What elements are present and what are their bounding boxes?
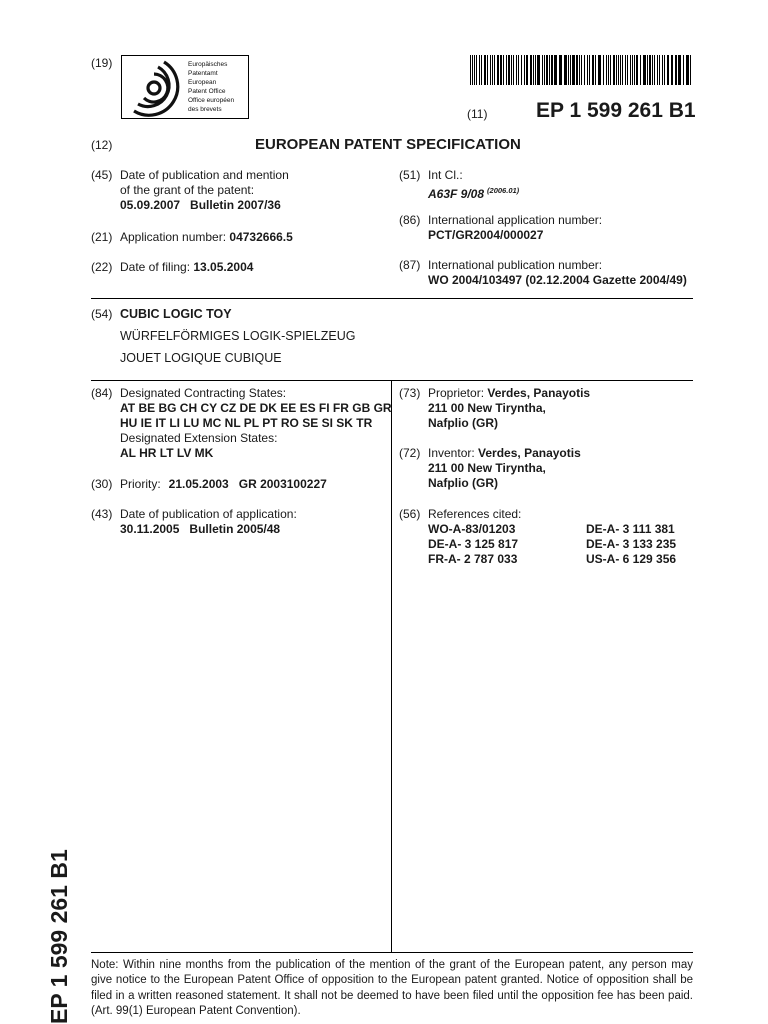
barcode-bar <box>484 55 486 85</box>
barcode-bar <box>630 55 631 85</box>
barcode-bar <box>584 55 585 85</box>
divider <box>91 952 693 953</box>
contracting-states: HU IE IT LI LU MC NL PL PT RO SE SI SK TR <box>120 416 373 430</box>
epo-logo-icon <box>124 56 186 118</box>
inid-84: (84) <box>91 386 113 400</box>
barcode-bar <box>667 55 669 85</box>
inid-73: (73) <box>399 386 421 400</box>
barcode-bar <box>549 55 550 85</box>
column-divider <box>391 380 392 952</box>
barcode-bar <box>551 55 553 85</box>
field-label: International application number: <box>428 213 603 227</box>
reference-item: WO-A-83/01203 <box>428 522 516 536</box>
barcode-bar <box>632 55 633 85</box>
proprietor-name: Verdes, Panayotis <box>487 386 591 400</box>
barcode-bar <box>686 55 689 85</box>
barcode-bar <box>598 55 601 85</box>
intl-publication-number: WO 2004/103497 (02.12.2004 Gazette 2004/49) <box>428 273 687 287</box>
field-label: Int Cl.: <box>428 168 463 182</box>
barcode-bar <box>479 55 480 85</box>
inid-12: (12) <box>91 138 113 152</box>
barcode-bar <box>608 55 609 85</box>
barcode-bar <box>544 55 545 85</box>
barcode-bar <box>664 55 665 85</box>
barcode-bar <box>649 55 651 85</box>
barcode-bar <box>559 55 562 85</box>
barcode-bar <box>634 55 635 85</box>
barcode-bar <box>533 55 534 85</box>
barcode-bar <box>610 55 611 85</box>
reference-item: DE-A- 3 111 381 <box>586 522 675 536</box>
barcode-bar <box>492 55 493 85</box>
barcode-bar <box>513 55 514 85</box>
contracting-states: AT BE BG CH CY CZ DE DK EE ES FI FR GB GR <box>120 401 392 415</box>
reference-item: DE-A- 3 125 817 <box>428 537 519 551</box>
barcode-bar <box>589 55 590 85</box>
reference-item: FR-A- 2 787 033 <box>428 552 518 566</box>
reference-item: DE-A- 3 133 235 <box>586 537 677 551</box>
field-label: Designated Contracting States: <box>120 386 287 400</box>
barcode-bar <box>603 55 604 85</box>
barcode-bar <box>537 55 540 85</box>
inid-30: (30) <box>91 477 113 491</box>
divider <box>91 380 693 381</box>
barcode-bar <box>487 55 488 85</box>
barcode-bar <box>476 55 477 85</box>
barcode-bar <box>640 55 641 85</box>
inventor-address: Nafplio (GR) <box>428 476 498 490</box>
field-label: Proprietor: <box>428 386 488 400</box>
title-french: JOUET LOGIQUE CUBIQUE <box>120 351 282 365</box>
barcode-bar <box>474 55 475 85</box>
barcode-bar <box>618 55 619 85</box>
publication-number: EP 1 599 261 B1 <box>536 99 696 122</box>
barcode-bar <box>576 55 578 85</box>
logo-text: des brevets <box>188 106 222 113</box>
priority-value: 21.05.2003 GR 2003100227 <box>168 477 327 491</box>
barcode-bar <box>497 55 499 85</box>
barcode-bar <box>546 55 548 85</box>
extension-states: AL HR LT LV MK <box>120 446 214 460</box>
opposition-note: Note: Within nine months from the publication of the mention of the grant of the European patent, any person may give notice to the European Patent Office of opposition to the European patent granted. Notice of opposition shall be filed in a written reasoned statement. It shall not be deemed to have been filed until the opposition fee has been paid. (Art. 99(1) European Patent Convention). <box>91 959 693 1017</box>
barcode-bar <box>643 55 646 85</box>
document-title: EUROPEAN PATENT SPECIFICATION <box>255 136 521 153</box>
barcode-bar <box>524 55 525 85</box>
barcode-bar <box>636 55 638 85</box>
barcode-bar <box>616 55 617 85</box>
barcode-bar <box>472 55 473 85</box>
barcode-bar <box>606 55 607 85</box>
barcode-bar <box>662 55 663 85</box>
logo-text: Office européen <box>188 97 235 104</box>
barcode-bar <box>627 55 628 85</box>
barcode-bar <box>518 55 519 85</box>
inid-21: (21) <box>91 230 113 244</box>
inid-72: (72) <box>399 446 421 460</box>
barcode-bar <box>678 55 681 85</box>
inid-19: (19) <box>91 56 113 70</box>
barcode-bar <box>570 55 571 85</box>
field-label: References cited: <box>428 507 522 521</box>
barcode-bar <box>683 55 684 85</box>
classification-version: (2006.01) <box>487 186 520 195</box>
application-number: 04732666.5 <box>229 230 293 244</box>
divider <box>91 298 693 299</box>
field-label: Priority: <box>120 477 161 491</box>
barcode-bar <box>572 55 575 85</box>
inid-86: (86) <box>399 213 421 227</box>
inid-45: (45) <box>91 168 113 182</box>
field-label: Designated Extension States: <box>120 431 278 445</box>
logo-text: European <box>188 79 217 86</box>
inid-22: (22) <box>91 260 113 274</box>
filing-date: 13.05.2004 <box>193 260 254 274</box>
reference-item: US-A- 6 129 356 <box>586 552 677 566</box>
proprietor-address: 211 00 New Tiryntha, <box>428 401 546 415</box>
barcode-bar <box>564 55 567 85</box>
intl-application-number: PCT/GR2004/000027 <box>428 228 544 242</box>
title-german: WÜRFELFÖRMIGES LOGIK-SPIELZEUG <box>120 329 356 343</box>
field-label: Date of publication and mention <box>120 168 289 182</box>
barcode-bar <box>554 55 557 85</box>
barcode-bar <box>613 55 615 85</box>
inid-51: (51) <box>399 168 421 182</box>
inventor-address: 211 00 New Tiryntha, <box>428 461 546 475</box>
barcode-bar <box>625 55 626 85</box>
references-list <box>428 522 706 567</box>
field-label: Inventor: <box>428 446 479 460</box>
field-label: of the grant of the patent: <box>120 183 255 197</box>
field-label: Date of filing: <box>120 260 194 274</box>
barcode-bar <box>622 55 623 85</box>
epo-logo <box>121 55 249 119</box>
barcode-bar <box>671 55 673 85</box>
barcode-bar <box>675 55 677 85</box>
barcode-bar <box>490 55 491 85</box>
barcode-bar <box>508 55 510 85</box>
barcode-bar <box>542 55 543 85</box>
barcode-bar <box>592 55 594 85</box>
field-label: Application number: <box>120 230 230 244</box>
barcode <box>470 55 693 85</box>
barcode-bar <box>690 55 691 85</box>
inid-11: (11) <box>467 107 488 121</box>
barcode-bar <box>511 55 512 85</box>
side-publication-number: EP 1 599 261 B1 <box>46 849 72 1024</box>
inid-87: (87) <box>399 258 421 272</box>
application-publication-date: 30.11.2005 Bulletin 2005/48 <box>120 522 281 536</box>
barcode-bar <box>521 55 522 85</box>
barcode-bar <box>516 55 517 85</box>
logo-text: Patent Office <box>188 88 226 95</box>
barcode-bar <box>494 55 495 85</box>
barcode-bar <box>568 55 569 85</box>
barcode-bar <box>470 55 471 85</box>
field-label: International publication number: <box>428 258 603 272</box>
barcode-bar <box>481 55 482 85</box>
field-label: Date of publication of application: <box>120 507 297 521</box>
barcode-bar <box>581 55 582 85</box>
logo-text: Europäisches <box>188 61 228 68</box>
inid-56: (56) <box>399 507 421 521</box>
barcode-bar <box>659 55 660 85</box>
barcode-bar <box>535 55 536 85</box>
inid-43: (43) <box>91 507 113 521</box>
barcode-bar <box>654 55 655 85</box>
barcode-bar <box>579 55 580 85</box>
inventor-name: Verdes, Panayotis <box>478 446 581 460</box>
barcode-bar <box>595 55 596 85</box>
barcode-bar <box>587 55 588 85</box>
grant-date: 05.09.2007 Bulletin 2007/36 <box>120 198 281 212</box>
barcode-bar <box>657 55 658 85</box>
inid-54: (54) <box>91 307 113 321</box>
proprietor-address: Nafplio (GR) <box>428 416 498 430</box>
title-english: CUBIC LOGIC TOY <box>120 307 232 321</box>
int-classification: A63F 9/08 <box>428 187 485 201</box>
barcode-bar <box>647 55 648 85</box>
barcode-bar <box>500 55 502 85</box>
barcode-bar <box>506 55 507 85</box>
barcode-bar <box>652 55 653 85</box>
logo-text: Patentamt <box>188 70 218 77</box>
barcode-bar <box>503 55 504 85</box>
barcode-bar <box>530 55 532 85</box>
barcode-bar <box>620 55 621 85</box>
barcode-bar <box>526 55 528 85</box>
